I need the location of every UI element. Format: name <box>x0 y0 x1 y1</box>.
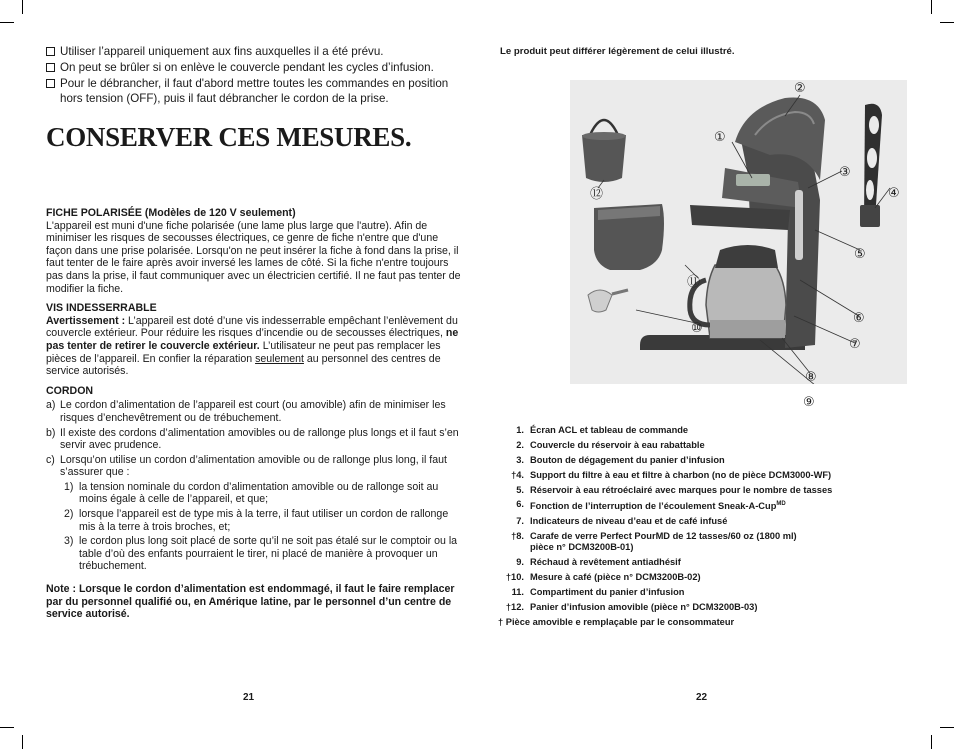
lcd-shape <box>736 174 770 186</box>
part-item: 1. Écran ACL et tableau de commande <box>516 425 689 435</box>
list-item: b) Il existe des cordons d’alimentation amovibles ou de rallonge plus longs et il faut s’en servir avec prudence. <box>46 426 459 452</box>
section-title-cord: CORDON <box>46 384 94 397</box>
checkbox-bullet-icon <box>46 63 55 72</box>
scoop-shape <box>588 290 612 312</box>
section-title-polarized: FICHE POLARISÉE (Modèles de 120 V seulement) <box>46 207 296 219</box>
scoop-handle-shape <box>612 290 628 294</box>
bullet-item: Utiliser l’appareil uniquement aux fins auxquelles il a été prévu. <box>46 44 461 59</box>
charcoal-filter-shape <box>860 205 880 227</box>
polarized-text: L'appareil est muni d'une fiche polarisée (une lame plus large que l'autre). Afin de minimiser les risques de secousses électriques, ce genre de fiche n'entre que d'une façon dans une prise polarisée. Lorsqu'on ne peut insérer la fiche à fond dans la prise, il faut tenter de le faire après avoir inversé les lames de côté. Si la fiche n'entre toujours pas dans la prise, il faut communiquer avec un électricien certifié. Il ne faut pas tenter de modifier la fiche. <box>46 219 461 295</box>
callout-9-label: ⑨ <box>803 395 815 410</box>
crop-mark <box>22 735 23 749</box>
callout-8: ⑧ <box>805 370 817 384</box>
product-disclaimer: Le produit peut différer légèrement de celui illustré. <box>500 46 735 57</box>
callout-4: ④ <box>888 186 900 201</box>
callout-5: ⑤ <box>854 247 866 262</box>
list-item: a) Le cordon d’alimentation de l’appareil est court (ou amovible) afin de minimiser les risques d’enchevêtrement ou de trébuchement. <box>46 399 446 424</box>
part-item: 5. Réservoir à eau rétroéclairé avec marques pour le nombre de tasses <box>516 484 833 495</box>
coffee-maker-illustration <box>570 80 907 384</box>
crop-mark <box>931 0 932 14</box>
safety-body <box>46 207 461 621</box>
parts-list <box>498 425 918 627</box>
callout-10: ⑩ <box>691 321 703 336</box>
part-item: 6. Fonction de l’interruption de l’écoulement Sneak-A-Cup$^{MD}$ <box>516 499 786 512</box>
filter-basket-rim-shape <box>582 132 626 140</box>
callout-6: ⑥ <box>853 311 865 326</box>
list-subitem: 1) la tension nominale du cordon d’alimentation amovible ou de rallonge soit au moins égale à celle de l’appareil, et que; <box>64 480 439 506</box>
callout-11: ⑪ <box>687 275 701 290</box>
callout-3: ③ <box>839 165 851 180</box>
crop-mark <box>0 22 14 23</box>
part-item: 9. Réchaud à revêtement antiadhésif <box>516 557 681 568</box>
part-item: †12. Panier d’infusion amovible (pièce n° DCM3200B-03) <box>505 601 758 612</box>
page-heading: CONSERVER CES MESURES. <box>46 122 412 152</box>
filter-holder-hole-shape <box>867 148 877 168</box>
carafe-band-shape <box>710 320 785 338</box>
crop-mark <box>940 22 954 23</box>
checkbox-bullet-icon <box>46 79 55 88</box>
filter-holder-hole-shape <box>866 180 874 200</box>
coffee-maker-diagram <box>570 80 907 384</box>
part-item: 11. Compartiment du panier d’infusion <box>511 587 685 597</box>
filter-holder-hole-shape <box>869 116 879 134</box>
callout-12: ⑫ <box>590 187 604 202</box>
screw-text: Avertissement : L’appareil est doté d’une vis indesserrable empêchant l’enlèvement du couvercle extérieur. Pour réduire les risques d’incendie ou de secousses électriques, ne pas tenter de retirer le couvercle extérieur. L’utilisateur ne peut pas remplacer les pièces de l’appareil. En confier la réparation seulement au personnel des centres de service autorisés. <box>46 314 459 378</box>
crop-mark <box>22 0 23 14</box>
callout-1: ① <box>714 130 726 145</box>
part-item: 3. Bouton de dégagement du panier d’infusion <box>516 454 725 465</box>
callout-2: ② <box>794 81 806 96</box>
page-number-right: 22 <box>696 692 708 703</box>
replaceable-parts-footnote: † Pièce amovible e remplaçable par le consommateur <box>498 616 735 627</box>
cord-list <box>46 399 461 573</box>
part-item: 7. Indicateurs de niveau d’eau et de café infusé <box>516 516 728 527</box>
callout-7: ⑦ <box>849 337 861 352</box>
reservoir-window-shape <box>795 190 803 260</box>
part-item: †4. Support du filtre à eau et filtre à charbon (no de pièce DCM3000-WF) <box>511 469 832 480</box>
carafe-lid-shape <box>715 245 778 268</box>
list-item: c) Lorsqu’on utilise un cordon d’alimentation amovible ou de rallonge plus long, il faut s’assurer que : <box>46 453 447 479</box>
cord-note: Note : Lorsque le cordon d’alimentation est endommagé, il faut le faire remplacer par du personnel qualifié ou, en Amérique latine, par le personnel d’un centre de service autorisé. <box>46 583 455 621</box>
section-title-screw: VIS INDESSERRABLE <box>46 302 157 315</box>
bullet-item: On peut se brûler si on enlève le couvercle pendant les cycles d’infusion. <box>46 60 461 75</box>
crop-mark <box>940 727 954 728</box>
filter-basket-shape <box>582 135 626 182</box>
page-number-left: 21 <box>243 692 255 703</box>
bullet-item: Pour le débrancher, il faut d'abord mettre toutes les commandes en position hors tension (OFF), puis il faut débrancher le cordon de la prise. <box>46 76 461 106</box>
list-subitem: 2) lorsque l’appareil est de type mis à la terre, il faut utiliser un cordon de rallonge mis à la terre à trois broches, et; <box>64 508 449 533</box>
safety-bullet-list <box>46 44 461 107</box>
part-item: †8. Carafe de verre Perfect PourMD de 12 tasses/60 oz (1800 ml) pièce n° DCM3200B-01) <box>511 531 797 553</box>
part-item: †10. Mesure à café (pièce n° DCM3200B-02) <box>505 572 701 583</box>
crop-mark <box>931 735 932 749</box>
part-item: 2. Couvercle du réservoir à eau rabattable <box>516 439 705 450</box>
crop-mark <box>0 727 14 728</box>
list-subitem: 3) le cordon plus long soit placé de sorte qu’il ne soit pas étalé sur le comptoir ou la table d’où des enfants pourraient le tirer, ni placé de manière à provoquer un trébuchement. <box>64 535 458 573</box>
checkbox-bullet-icon <box>46 47 55 56</box>
